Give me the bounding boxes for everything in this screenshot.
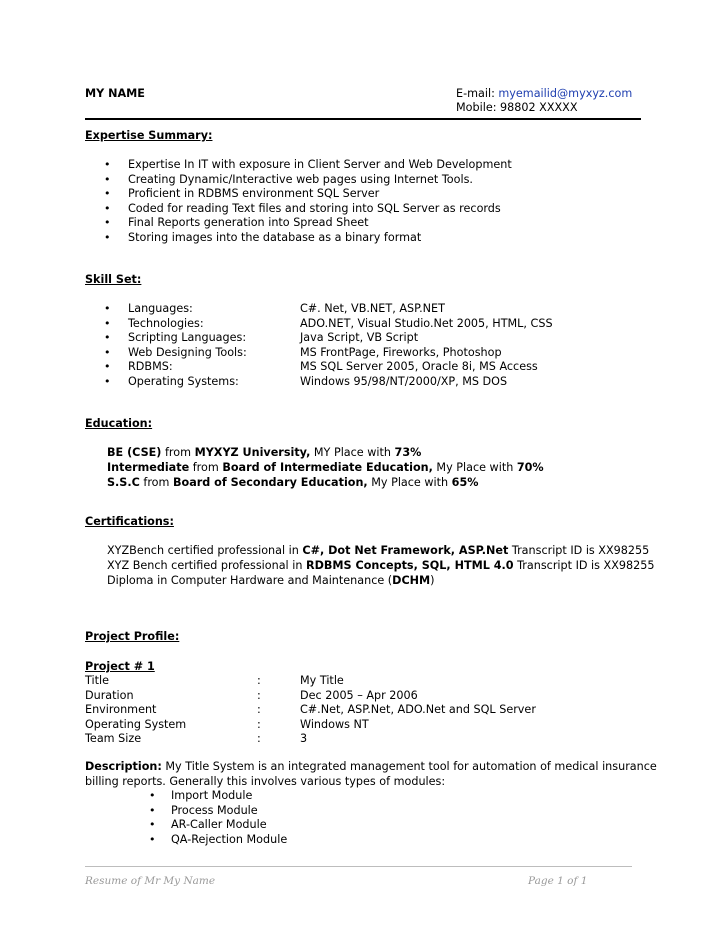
bullet-dot: • — [104, 172, 111, 186]
skill-value: Java Script, VB Script — [300, 331, 419, 345]
description-label: Description: — [85, 760, 162, 773]
description-text-1: My Title System is an integrated management tool for automation of medical insurance — [161, 760, 657, 773]
expertise-item: Creating Dynamic/Interactive web pages using Internet Tools. — [128, 172, 473, 186]
project-field-separator: : — [257, 732, 261, 746]
certification-row — [107, 544, 649, 557]
resume-name: MY NAME — [85, 87, 145, 100]
module-item: QA-Rejection Module — [171, 832, 288, 846]
project-field-separator: : — [257, 674, 261, 687]
project-field-label: Environment — [85, 703, 157, 717]
skill-value: Windows 95/98/NT/2000/XP, MS DOS — [300, 375, 508, 388]
skill-label: Scripting Languages: — [128, 331, 247, 345]
education-degree: S.S.C — [107, 476, 140, 489]
header-divider — [85, 118, 641, 120]
project-field-label: Title — [85, 674, 109, 687]
certification-bold: C#, Dot Net Framework, ASP.Net — [302, 544, 509, 557]
education-board: Board of Secondary Education, — [172, 476, 368, 489]
skill-label: Languages: — [128, 302, 193, 315]
expertise-item: Proficient in RDBMS environment SQL Server — [128, 187, 380, 201]
email-line — [456, 87, 632, 100]
footer-left: Resume of Mr My Name — [85, 875, 216, 887]
bullet-dot: • — [104, 158, 111, 171]
expertise-item: Storing images into the database as a binary format — [128, 231, 422, 244]
education-from: from — [189, 461, 223, 474]
project-field-value: Windows NT — [300, 717, 369, 731]
skillset-heading: Skill Set: — [85, 273, 142, 286]
skill-value: ADO.NET, Visual Studio.Net 2005, HTML, CSS — [300, 316, 553, 330]
certification-pre: Diploma in Computer Hardware and Maintenance ( — [107, 574, 393, 587]
expertise-item: Expertise In IT with exposure in Client Server and Web Development — [128, 158, 512, 171]
education-heading: Education: — [85, 417, 153, 430]
certification-row — [107, 559, 654, 572]
bullet-dot: • — [149, 803, 156, 817]
project-field-label: Team Size — [85, 732, 142, 746]
project-field-value: Dec 2005 – Apr 2006 — [300, 688, 418, 702]
bullet-dot: • — [104, 316, 111, 330]
bullet-dot: • — [149, 789, 156, 802]
education-row — [107, 446, 421, 459]
project-field-label: Operating System — [85, 717, 187, 731]
certification-pre: XYZ Bench certified professional in — [107, 559, 306, 572]
bullet-dot: • — [104, 187, 111, 201]
module-item: Import Module — [171, 789, 253, 802]
skill-label: RDBMS: — [128, 360, 173, 374]
bullet-dot: • — [104, 360, 111, 374]
skill-value: C#. Net, VB.NET, ASP.NET — [300, 302, 445, 315]
education-score: 73% — [394, 446, 422, 459]
education-place: My Place with — [432, 461, 517, 474]
expertise-heading: Expertise Summary: — [85, 129, 213, 142]
education-board: MYXYZ University, — [194, 446, 311, 459]
skill-label: Technologies: — [128, 316, 204, 330]
bullet-dot: • — [104, 331, 111, 345]
bullet-dot: • — [149, 818, 156, 832]
expertise-item: Coded for reading Text files and storing into SQL Server as records — [128, 201, 501, 215]
skill-label: Web Designing Tools: — [128, 345, 247, 359]
skill-value: MS SQL Server 2005, Oracle 8i, MS Access — [300, 360, 538, 374]
email-link[interactable]: myemailid@myxyz.com — [498, 87, 633, 100]
certification-row — [107, 574, 435, 587]
education-from: from — [161, 446, 195, 459]
education-row — [107, 476, 478, 489]
footer-page-number: Page 1 of 1 — [528, 875, 588, 887]
description-line-1 — [85, 760, 657, 773]
certification-pre: XYZBench certified professional in — [107, 544, 303, 557]
education-row — [107, 461, 544, 474]
bullet-dot: • — [104, 201, 111, 215]
bullet-dot: • — [104, 231, 111, 244]
project-field-label: Duration — [85, 688, 134, 702]
education-board: Board of Intermediate Education, — [222, 461, 433, 474]
project-profile-heading: Project Profile: — [85, 630, 180, 643]
certification-post: Transcript ID is XX98255 — [508, 544, 650, 557]
bullet-dot: • — [104, 375, 111, 388]
certification-post: Transcript ID is XX98255 — [513, 559, 655, 572]
education-place: My Place with — [367, 476, 452, 489]
project-field-value: C#.Net, ASP.Net, ADO.Net and SQL Server — [300, 703, 536, 717]
certification-bold: DCHM — [392, 574, 431, 587]
project-field-value: My Title — [300, 674, 344, 687]
expertise-item: Final Reports generation into Spread Sheet — [128, 216, 369, 230]
certification-post: ) — [430, 574, 435, 587]
education-place: MY Place with — [310, 446, 395, 459]
project-field-separator: : — [257, 703, 261, 717]
bullet-dot: • — [149, 832, 156, 846]
education-from: from — [139, 476, 173, 489]
project-field-separator: : — [257, 717, 261, 731]
education-score: 70% — [516, 461, 544, 474]
education-degree: Intermediate — [107, 461, 190, 474]
bullet-dot: • — [104, 345, 111, 359]
description-line-2: billing reports. Generally this involves various types of modules: — [85, 775, 446, 788]
education-degree: BE (CSE) — [107, 446, 162, 459]
education-score: 65% — [451, 476, 479, 489]
certification-bold: RDBMS Concepts, SQL, HTML 4.0 — [305, 559, 514, 572]
project-title: Project # 1 — [85, 660, 155, 673]
bullet-dot: • — [104, 302, 111, 315]
project-field-separator: : — [257, 688, 261, 702]
project-field-value: 3 — [300, 732, 308, 746]
mobile-line: Mobile: 98802 XXXXX — [456, 101, 578, 114]
certifications-heading: Certifications: — [85, 515, 174, 528]
bullet-dot: • — [104, 216, 111, 230]
skill-label: Operating Systems: — [128, 375, 239, 388]
footer-divider — [85, 866, 632, 867]
email-label: E-mail: — [456, 87, 499, 100]
module-item: Process Module — [171, 803, 258, 817]
skill-value: MS FrontPage, Fireworks, Photoshop — [300, 345, 502, 359]
module-item: AR-Caller Module — [171, 818, 267, 832]
